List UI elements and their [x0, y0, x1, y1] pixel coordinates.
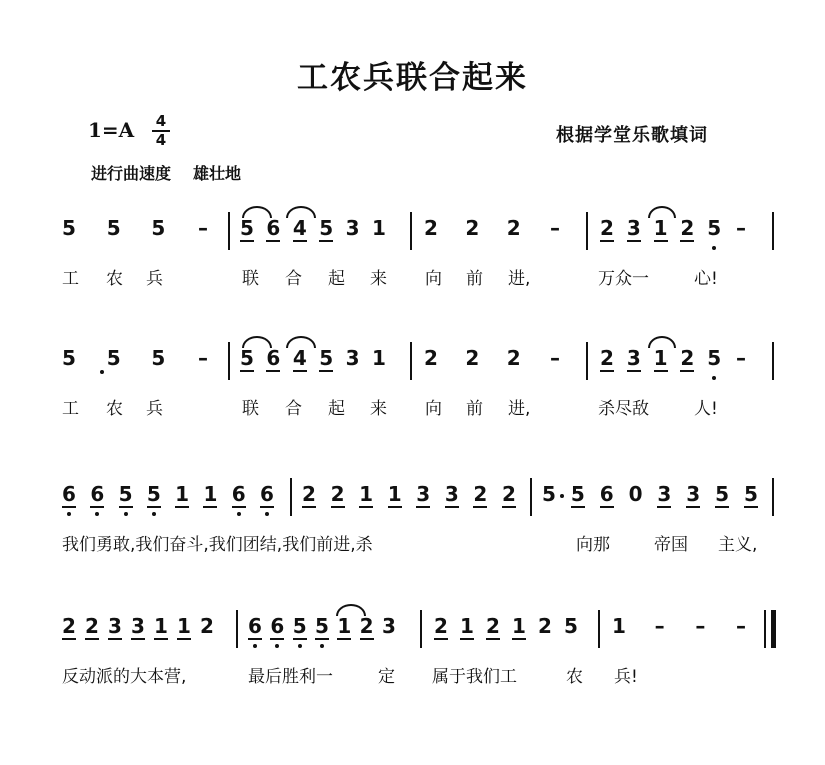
- note: 1: [387, 482, 402, 506]
- note: 2: [62, 614, 76, 638]
- measure: [62, 482, 274, 508]
- lyric: 前: [466, 399, 483, 419]
- measure: [424, 346, 562, 370]
- lyric: 属于我们工: [432, 667, 517, 687]
- note: 1: [460, 614, 474, 638]
- note: 5: [319, 216, 334, 240]
- note: 4: [292, 216, 307, 240]
- lyric: 工: [62, 399, 79, 419]
- key-signature: 1=A: [88, 118, 135, 142]
- note: 2: [486, 614, 500, 638]
- mood-text: 雄壮地: [193, 164, 242, 183]
- barline: [290, 478, 292, 516]
- note: 3: [626, 216, 641, 240]
- note: 3: [131, 614, 145, 638]
- note: 5: [542, 482, 556, 506]
- note: 5: [151, 346, 166, 370]
- note: 5: [570, 482, 585, 506]
- lyric: 来: [370, 269, 387, 289]
- barline: [530, 478, 532, 516]
- slur: [286, 206, 316, 218]
- note: 2: [600, 346, 614, 370]
- time-signature-top: 4: [155, 112, 167, 130]
- note: 1: [177, 614, 191, 638]
- lyric: 向: [425, 269, 442, 289]
- note: 2: [600, 216, 614, 240]
- note: 6: [90, 482, 105, 506]
- lyrics-row: [0, 662, 825, 688]
- note: 1: [653, 216, 668, 240]
- notation-row: [0, 610, 825, 650]
- slur: [286, 336, 316, 348]
- note: 1: [359, 482, 374, 506]
- lyric: 进,: [508, 269, 531, 289]
- note: 1: [337, 614, 352, 638]
- note: 3: [345, 346, 360, 370]
- lyric: 农: [106, 399, 123, 419]
- note: 6: [62, 482, 76, 506]
- slur: [336, 604, 366, 616]
- lyric: 人!: [694, 399, 718, 419]
- note: 1: [512, 614, 526, 638]
- lyric: 前: [466, 269, 483, 289]
- note: 6: [266, 216, 281, 240]
- note: 1: [175, 482, 190, 506]
- lyric: 兵!: [614, 667, 638, 687]
- note: 2: [424, 216, 438, 240]
- note: 3: [382, 614, 396, 638]
- slur: [242, 336, 272, 348]
- note: 1: [371, 346, 386, 370]
- note: 1: [612, 614, 626, 638]
- note: 2: [473, 482, 488, 506]
- note: 5: [707, 346, 722, 370]
- time-signature: [152, 114, 170, 148]
- measure: [240, 216, 386, 242]
- note: 2: [465, 346, 480, 370]
- barline: [410, 212, 412, 250]
- note: 5: [146, 482, 161, 506]
- barline: [772, 478, 774, 516]
- note: 6: [599, 482, 614, 506]
- note: 6: [266, 346, 281, 370]
- tempo-text: 进行曲速度: [91, 164, 172, 183]
- note: 6: [231, 482, 246, 506]
- barline: [420, 610, 422, 648]
- lyric: 合: [285, 399, 302, 419]
- lyric: 心!: [694, 269, 718, 289]
- slur: [648, 336, 676, 348]
- lyrics-row: [0, 264, 825, 290]
- lyric: 进,: [508, 399, 531, 419]
- note: 5: [743, 482, 758, 506]
- note: 2: [506, 216, 521, 240]
- measure: [62, 346, 210, 370]
- note: –: [197, 216, 208, 240]
- barline: [772, 342, 774, 380]
- lyric: 万众一: [598, 269, 649, 289]
- lyric: 联: [242, 269, 259, 289]
- note: –: [197, 346, 208, 370]
- note: 3: [416, 482, 431, 506]
- lyric: 主义,: [718, 535, 758, 555]
- lyric: 合: [285, 269, 302, 289]
- note: 1: [371, 216, 386, 240]
- note: 2: [359, 614, 374, 638]
- note: –: [735, 614, 746, 638]
- note: 5: [707, 216, 722, 240]
- note: 5: [315, 614, 329, 638]
- note: 5: [118, 482, 133, 506]
- note: 2: [465, 216, 480, 240]
- lyric: 我们勇敢,我们奋斗,我们团结,我们前进,杀: [62, 535, 373, 555]
- note: 1: [203, 482, 218, 506]
- measure: [248, 614, 396, 640]
- note: 5: [564, 614, 578, 638]
- note: 3: [657, 482, 672, 506]
- note: 6: [270, 614, 285, 638]
- note: 2: [680, 346, 695, 370]
- barline: [586, 212, 588, 250]
- measure: [240, 346, 386, 372]
- measure: [62, 216, 210, 240]
- note: 1: [653, 346, 668, 370]
- note: –: [735, 216, 746, 240]
- lyric: 起: [328, 269, 345, 289]
- note: 6: [248, 614, 262, 638]
- note: 0: [628, 482, 643, 506]
- measure: [434, 614, 578, 640]
- note: 3: [345, 216, 360, 240]
- measure: [62, 614, 214, 640]
- song-title: 工农兵联合起来: [297, 60, 528, 96]
- note: 5: [292, 614, 307, 638]
- note: 6: [260, 482, 274, 506]
- notation-row: [0, 478, 825, 518]
- measure: [542, 482, 758, 508]
- slur: [242, 206, 272, 218]
- barline: [236, 610, 238, 648]
- note: 2: [680, 216, 695, 240]
- barline: [598, 610, 600, 648]
- note: 4: [292, 346, 307, 370]
- lyric: 杀尽敌: [598, 399, 649, 419]
- final-barline-thick: [771, 610, 776, 648]
- lyrics-row: [0, 530, 825, 556]
- time-signature-bottom: 4: [155, 131, 167, 149]
- barline: [228, 212, 230, 250]
- note: 2: [200, 614, 214, 638]
- lyric: 帝国: [654, 535, 688, 555]
- barline: [228, 342, 230, 380]
- lyric: 联: [242, 399, 259, 419]
- lyric: 工: [62, 269, 79, 289]
- note: 2: [538, 614, 552, 638]
- note: 5: [240, 346, 254, 370]
- lyric: 向那: [576, 535, 610, 555]
- note: 3: [626, 346, 641, 370]
- note: 2: [85, 614, 99, 638]
- measure: [600, 216, 748, 242]
- note: –: [549, 346, 560, 370]
- note: 2: [424, 346, 438, 370]
- note: 3: [686, 482, 701, 506]
- notation-row: [0, 342, 825, 382]
- note: –: [735, 346, 746, 370]
- lyric: 农: [106, 269, 123, 289]
- note: 5: [240, 216, 254, 240]
- lyric: 兵: [146, 269, 163, 289]
- note: 2: [501, 482, 516, 506]
- note: 5: [715, 482, 730, 506]
- lyric: 来: [370, 399, 387, 419]
- lyric: 最后胜利一: [248, 667, 333, 687]
- note: –: [695, 614, 706, 638]
- tempo-marking: [91, 161, 241, 184]
- lyrics-row: [0, 394, 825, 420]
- final-barline-thin: [764, 610, 766, 648]
- note: 5: [106, 346, 121, 370]
- lyric: 兵: [146, 399, 163, 419]
- slur: [648, 206, 676, 218]
- barline: [410, 342, 412, 380]
- note: 5: [106, 216, 121, 240]
- note: 5: [319, 346, 334, 370]
- barline: [586, 342, 588, 380]
- note: –: [654, 614, 665, 638]
- note: 3: [444, 482, 459, 506]
- note: 5: [62, 216, 76, 240]
- note: 2: [302, 482, 316, 506]
- note: 2: [506, 346, 521, 370]
- note: 3: [108, 614, 122, 638]
- measure: [424, 216, 562, 240]
- lyric: 向: [425, 399, 442, 419]
- lyric-credit: 根据学堂乐歌填词: [556, 125, 708, 146]
- note: –: [549, 216, 560, 240]
- note: 5: [62, 346, 76, 370]
- note: 2: [330, 482, 345, 506]
- barline: [772, 212, 774, 250]
- lyric: 定: [378, 667, 395, 687]
- measure: [612, 614, 748, 638]
- lyric: 起: [328, 399, 345, 419]
- lyric: 反动派的大本营,: [62, 667, 187, 687]
- measure: [302, 482, 516, 508]
- notation-row: [0, 212, 825, 252]
- lyric: 农: [566, 667, 583, 687]
- note: 5: [151, 216, 166, 240]
- note: 2: [434, 614, 448, 638]
- measure: [600, 346, 748, 372]
- note: 1: [154, 614, 168, 638]
